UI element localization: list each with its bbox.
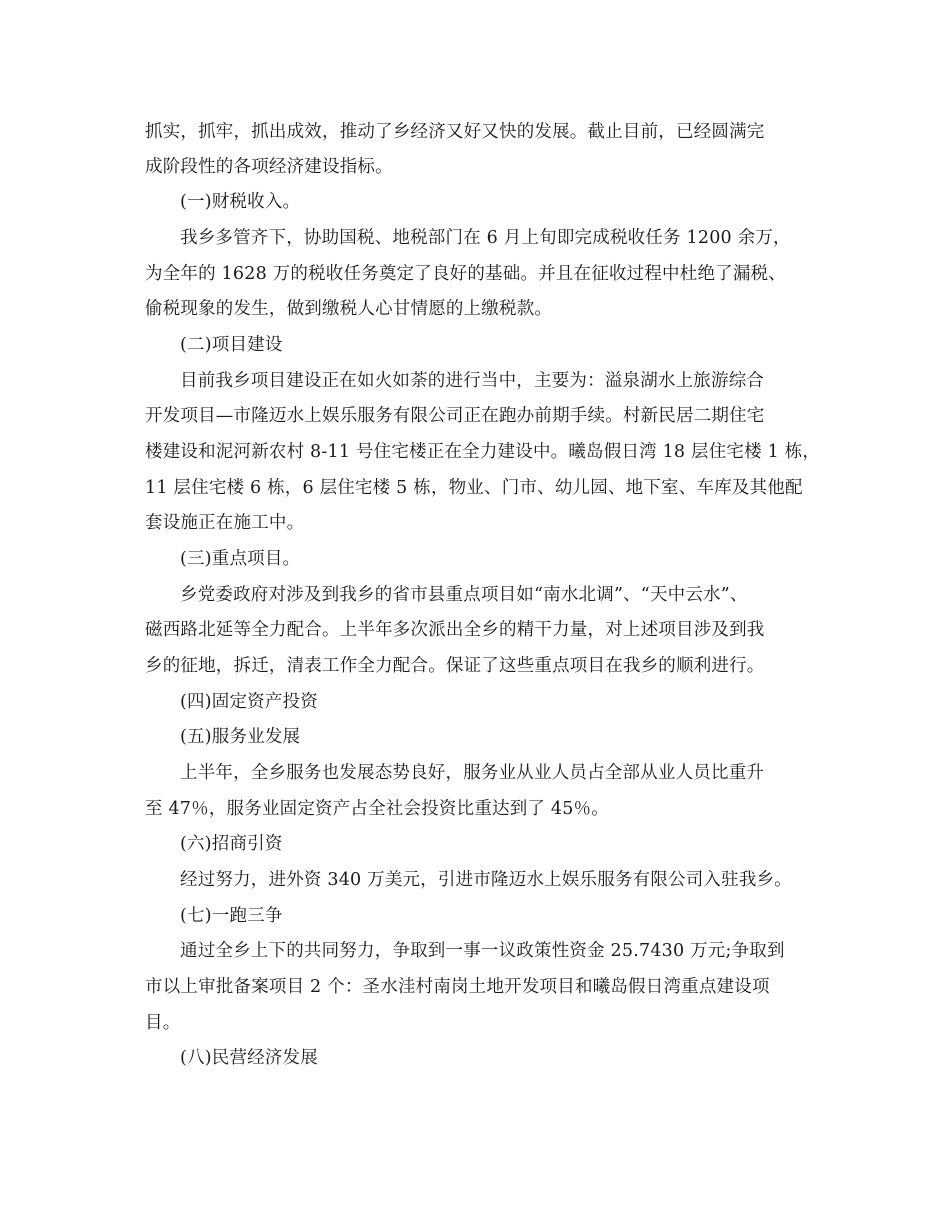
- section-heading: (三)重点项目。: [180, 549, 301, 569]
- paragraph-line: 磁西路北延等全力配合。上半年多次派出全乡的精干力量，对上述项目涉及到我: [145, 620, 765, 640]
- paragraph-line: 偷税现象的发生，做到缴税人心甘情愿的上缴税款。: [145, 299, 553, 319]
- section-heading: (一)财税收入。: [180, 192, 301, 212]
- paragraph-line: 目前我乡项目建设正在如火如荼的进行当中，主要为：溢泉湖水上旅游综合: [180, 371, 765, 391]
- paragraph-line: 开发项目—市隆迈水上娱乐服务有限公司正在跑办前期手续。村新民居二期住宅: [145, 406, 765, 426]
- paragraph-line: 楼建设和泥河新农村 8-11 号住宅楼正在全力建设中。曦岛假日湾 18 层住宅楼 1 栋，: [145, 442, 821, 462]
- paragraph-line: 至 47％，服务业固定资产占全社会投资比重达到了 45％。: [145, 799, 609, 819]
- paragraph-line: 通过全乡上下的共同努力，争取到一事一议政策性资金 25.7430 万元;争取到: [180, 941, 785, 961]
- section-heading: (八)民营经济发展: [180, 1048, 318, 1068]
- section-heading: (二)项目建设: [180, 335, 283, 355]
- section-heading: (五)服务业发展: [180, 727, 301, 747]
- section-heading: (六)招商引资: [180, 834, 283, 854]
- paragraph-line: 抓实，抓牢，抓出成效，推动了乡经济又好又快的发展。截止目前，已经圆满完: [145, 122, 765, 142]
- paragraph-line: 为全年的 1628 万的税收任务奠定了良好的基础。并且在征收过程中杜绝了漏税、: [145, 264, 786, 284]
- paragraph-line: 上半年，全乡服务也发展态势良好，服务业从业人员占全部从业人员比重升: [180, 763, 765, 783]
- paragraph-line: 我乡多管齐下，协助国税、地税部门在 6 月上旬即完成税收任务 1200 余万，: [180, 228, 791, 248]
- paragraph-line: 套设施正在施工中。: [145, 513, 305, 533]
- paragraph-line: 成阶段性的各项经济建设指标。: [145, 157, 393, 177]
- paragraph-line: 经过努力，进外资 340 万美元，引进市隆迈水上娱乐服务有限公司入驻我乡。: [180, 870, 792, 890]
- paragraph-line: 市以上审批备案项目 2 个：圣水洼村南岗土地开发项目和曦岛假日湾重点建设项: [145, 977, 770, 997]
- section-heading: (四)固定资产投资: [180, 692, 318, 712]
- paragraph-line: 乡党委政府对涉及到我乡的省市县重点项目如“南水北调”、“天中云水”、: [180, 585, 748, 605]
- paragraph-line: 乡的征地，拆迁，清表工作全力配合。保证了这些重点项目在我乡的顺利进行。: [145, 656, 765, 676]
- section-heading: (七)一跑三争: [180, 906, 283, 926]
- paragraph-line: 11 层住宅楼 6 栋，6 层住宅楼 5 栋，物业、门市、幼儿园、地下室、车库及其他配: [145, 478, 803, 498]
- paragraph-line: 目。: [145, 1013, 181, 1033]
